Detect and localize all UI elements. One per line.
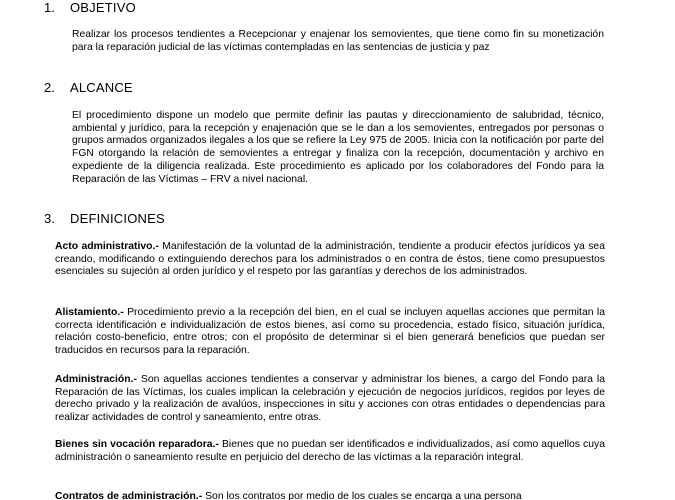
definition-text: Son aquellas acciones tendientes a conservar y administrar los bienes, a cargo del Fondo para la Reparación de las Víctimas, los cuales implican la celebración y ejecución de negocios jurídicos, regidos por leyes de derecho privado y la realización de avalúos, inspecciones in situ y acciones con otras entidades o dependencias para realizar actividades de control y saneamiento, entre otras. [55,374,605,424]
section-title: OBJETIVO [70,0,136,15]
definition-term: Administración.- [55,374,137,385]
definition-administracion [55,374,605,425]
definition-text: Son los contratos por medio de los cuales se encarga a una persona [202,491,522,500]
section-number: 2. [44,80,56,95]
definition-term: Alistamiento.- [55,307,124,318]
definition-text: Bienes que no puedan ser identificados e individualizados, así como aquellos cuya administración o saneamiento resulte en perjuicio del derecho de las víctimas a la reparación integral. [55,439,605,463]
section-text-alcance: El procedimiento dispone un modelo que permite definir las pautas y direccionamiento de salubridad, técnico, ambiental y jurídico, para la recepción y enajenación que se le dan a los semovientes, entregados por personas o grupos armados organizados ilegales a los que se refiere la Ley 975 de 2005. Inicia con la notificación por parte del FGN otorgando la relación de semovientes a entregar y finaliza con la recepción, documentación y archivo en expediente de la diligencia realizada. Este procedimiento es aplicado por los colaboradores del Fondo para la Reparación de las Víctimas – FRV a nivel nacional. [72,110,604,185]
definition-acto-administrativo [55,241,605,279]
section-title: DEFINICIONES [70,211,165,226]
definition-term: Bienes sin vocación reparadora.- [55,439,219,450]
definition-bienes-sin-vocacion [55,439,605,464]
definition-term: Contratos de administración.- [55,491,203,500]
section-heading-objetivo [44,0,136,15]
section-text-objetivo: Realizar los procesos tendientes a Recepcionar y enajenar los semovientes, que tiene como fin su monetización para la reparación judicial de las víctimas contempladas en las sentencias de justicia y paz [72,29,604,53]
section-number: 3. [44,211,56,226]
definition-alistamiento [55,307,605,358]
section-heading-alcance [44,80,133,95]
definition-term: Acto administrativo.- [55,241,159,252]
definition-text: Procedimiento previo a la recepción del bien, en el cual se incluyen aquellas acciones que permitan la correcta identificación e individualización de estos bienes, así como su procedencia, estado físico, situación jurídica, relación costo-beneficio, entre otros; con el propósito de determinar si el bien generará beneficios que puedan ser traducidos en recursos para la reparación. [55,307,605,357]
section-title: ALCANCE [70,80,133,95]
section-heading-definiciones [44,211,165,226]
definition-contratos-de-administracion [55,491,605,500]
definition-text: Manifestación de la voluntad de la administración, tendiente a producir efectos jurídicos ya sea creando, modificando o extinguiendo derechos para los administrados o en contra de éstos, tiene como presupuestos esenciales su sujeción al orden jurídico y el respeto por las garantías y derechos de los administrados. [55,241,605,278]
section-number: 1. [44,0,56,15]
